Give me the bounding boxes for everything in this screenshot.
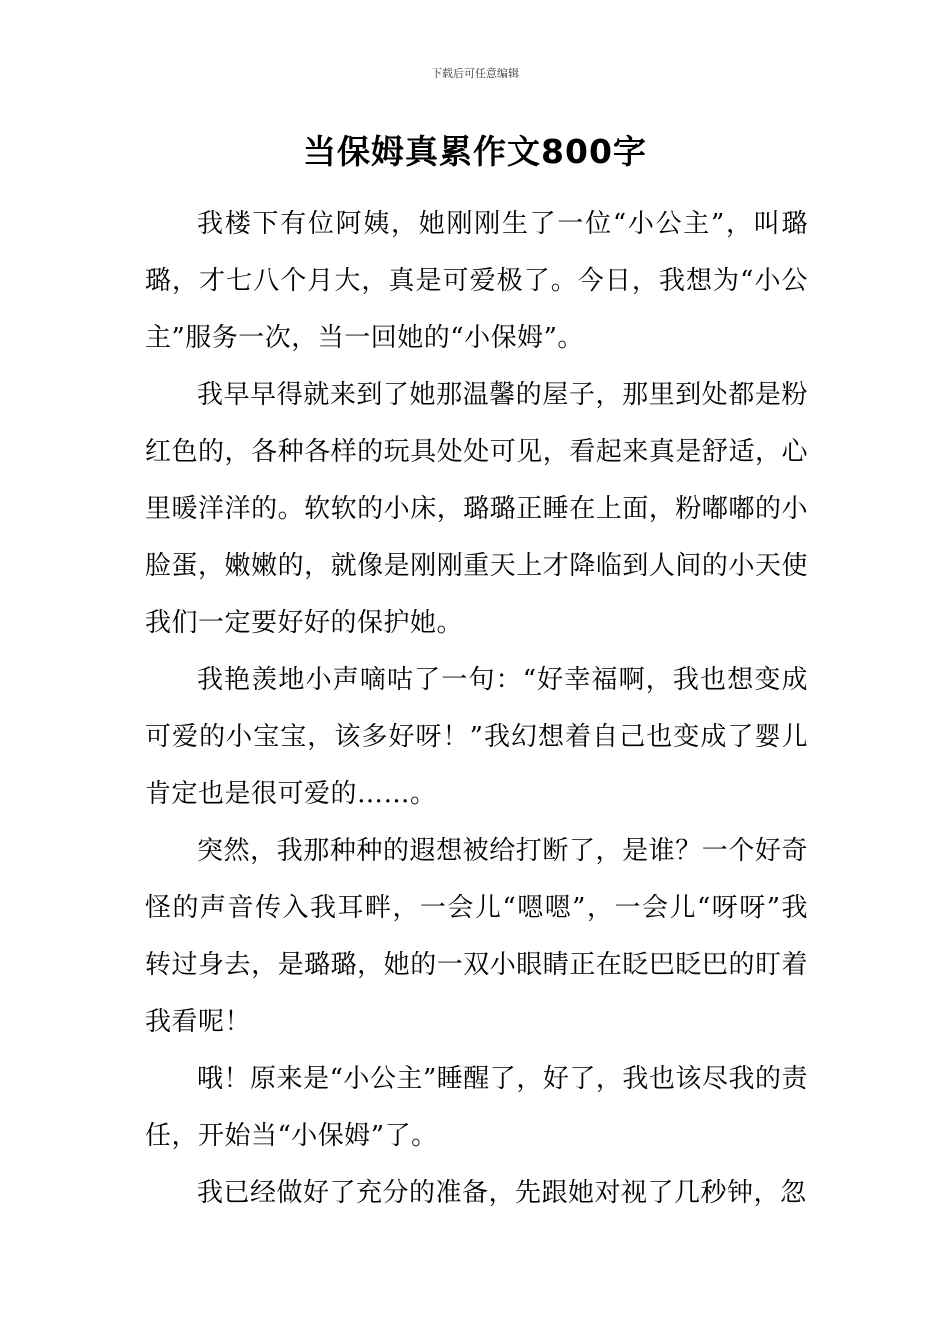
header-note: 下载后可任意编辑 <box>431 67 519 80</box>
paragraph-6: 我已经做好了充分的准备，先跟她对视了几秒钟，忽 <box>197 1178 807 1208</box>
page-title: 当保姆真累作文800字 <box>303 132 647 171</box>
paragraph-3: 我艳羡地小声嘀咕了一句：“好幸福啊，我也想变成可爱的小宝宝，该多好呀！”我幻想着自己也变成了婴儿肯定也是很可爱的……。 <box>145 665 808 809</box>
article-body <box>145 196 808 1222</box>
paragraph-4: 突然，我那种种的遐想被给打断了，是谁？一个好奇怪的声音传入我耳畔，一会儿“嗯嗯”，一会儿“呀呀”我转过身去，是璐璐，她的一双小眼睛正在眨巴眨巴的盯着我看呢！ <box>145 836 808 1037</box>
paragraph-1: 我楼下有位阿姨，她刚刚生了一位“小公主”，叫璐璐，才七八个月大，真是可爱极了。今日，我想为“小公主”服务一次，当一回她的“小保姆”。 <box>145 209 808 353</box>
paragraph-5: 哦！原来是“小公主”睡醒了，好了，我也该尽我的责任，开始当“小保姆”了。 <box>145 1064 808 1151</box>
paragraph-2: 我早早得就来到了她那温馨的屋子，那里到处都是粉红色的，各种各样的玩具处处可见，看起来真是舒适，心里暖洋洋的。软软的小床，璐璐正睡在上面，粉嘟嘟的小脸蛋，嫩嫩的，就像是刚刚重天上才降临到人间的小天使我们一定要好好的保护她。 <box>145 380 808 638</box>
